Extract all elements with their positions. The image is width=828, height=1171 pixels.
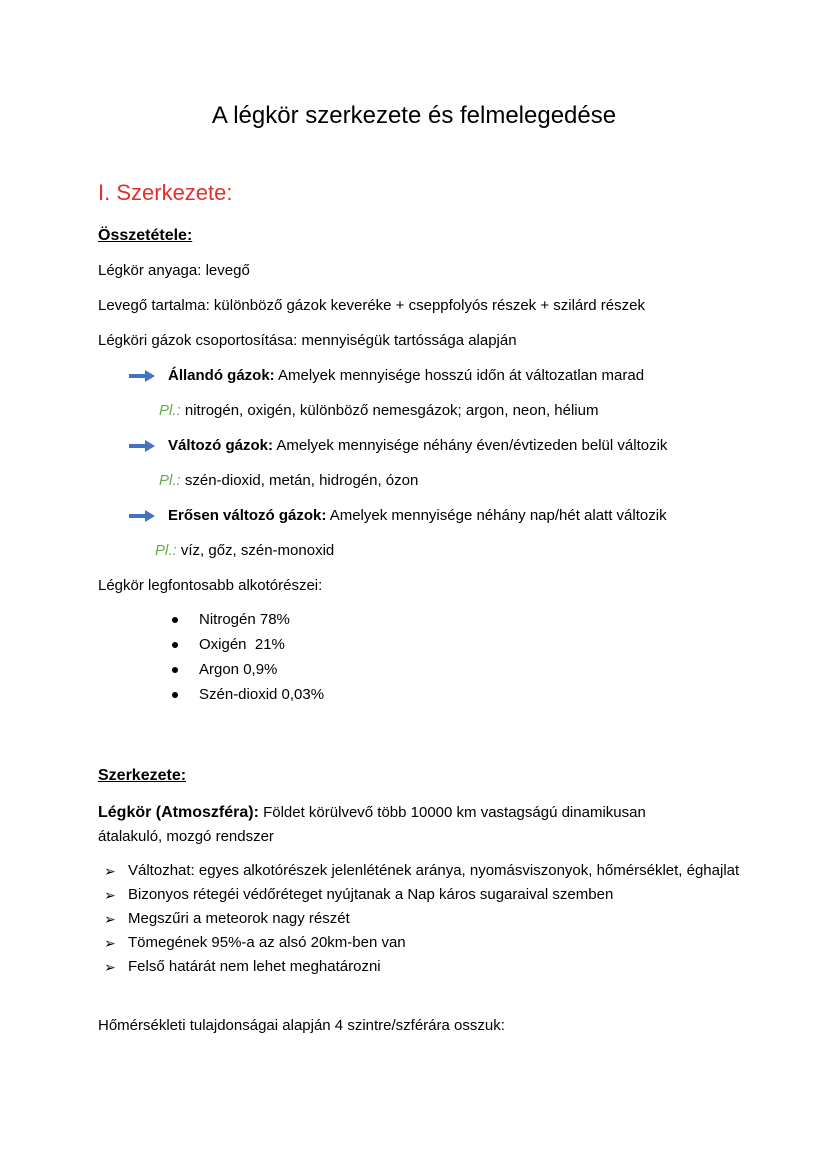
example-text: víz, gőz, szén-monoxid [176,542,335,559]
gas-group-desc: Amelyek mennyisége hosszú időn át változatlan marad [274,367,645,384]
list-item-text: Felső határát nem lehet meghatározni [128,958,381,975]
list-item-text: Megszűri a meteorok nagy részét [128,910,350,927]
pl-label: Pl.: [155,542,177,559]
properties-list [104,860,744,978]
definition-line [98,803,646,823]
paragraph: Hőmérsékleti tulajdonságai alapján 4 szintre/szférára osszuk: [98,1017,505,1034]
chevron-right-icon: ➢ [104,863,116,879]
arrow-right-icon [129,510,155,522]
gas-group-line [168,436,667,456]
chevron-right-icon: ➢ [104,959,116,975]
arrow-right-icon [129,370,155,382]
paragraph: Légkör anyaga: levegő [98,262,250,279]
list-item-text: Szén-dioxid 0,03% [199,686,325,703]
gas-group-label: Erősen változó gázok: [168,507,327,524]
subheading-osszetetele: Összetétele: [98,227,193,244]
chevron-right-icon: ➢ [104,887,116,903]
list-item [104,860,744,882]
definition-continuation: átalakuló, mozgó rendszer [98,828,274,845]
chevron-right-icon: ➢ [104,935,116,951]
example-line [155,541,334,561]
list-item [104,956,744,978]
gas-group-label: Állandó gázok: [168,367,275,384]
example-line [159,401,598,421]
example-text: szén-dioxid, metán, hidrogén, ózon [180,472,419,489]
example-line [159,471,418,491]
chevron-right-icon: ➢ [104,911,116,927]
subheading-szerkezete: Szerkezete: [98,767,187,784]
bullet-icon [172,642,178,648]
list-item-text: Nitrogén 78% [199,611,290,628]
gas-group-line [168,366,644,386]
pl-label: Pl.: [159,472,181,489]
document-title: A légkör szerkezete és felmelegedése [211,102,617,129]
bullet-icon [172,667,178,673]
arrow-right-icon [129,440,155,452]
definition-text: Földet körülvevő több 10000 km vastagságú dinamikusan [258,804,646,821]
gas-group-desc: Amelyek mennyisége néhány nap/hét alatt változik [326,507,667,524]
list-item-text: Változhat: egyes alkotórészek jelenlétének aránya, nyomásviszonyok, hőmérséklet, éghajlat [128,862,740,879]
list-item-text: Argon 0,9% [199,661,278,678]
section-heading: I. Szerkezete: [98,180,233,205]
gas-group-line [168,506,667,526]
list-item-text: Oxigén 21% [199,636,285,653]
paragraph: Levegő tartalma: különböző gázok keveréke + cseppfolyós részek + szilárd részek [98,297,645,314]
list-item-text: Tömegének 95%-a az alsó 20km-ben van [128,934,406,951]
list-item-text: Bizonyos rétegéi védőréteget nyújtanak a Nap káros sugaraival szemben [128,886,614,903]
definition-label: Légkör (Atmoszféra): [98,804,259,821]
paragraph: Légköri gázok csoportosítása: mennyiségük tartóssága alapján [98,332,517,349]
bullet-icon [172,692,178,698]
paragraph: Légkör legfontosabb alkotórészei: [98,577,323,594]
list-item [104,932,744,954]
gas-group-label: Változó gázok: [168,437,274,454]
bullet-icon [172,617,178,623]
list-item [104,908,744,930]
gas-group-desc: Amelyek mennyisége néhány éven/évtizeden belül változik [273,437,668,454]
list-item [104,884,744,906]
pl-label: Pl.: [159,402,181,419]
example-text: nitrogén, oxigén, különböző nemesgázok; argon, neon, hélium [180,402,599,419]
